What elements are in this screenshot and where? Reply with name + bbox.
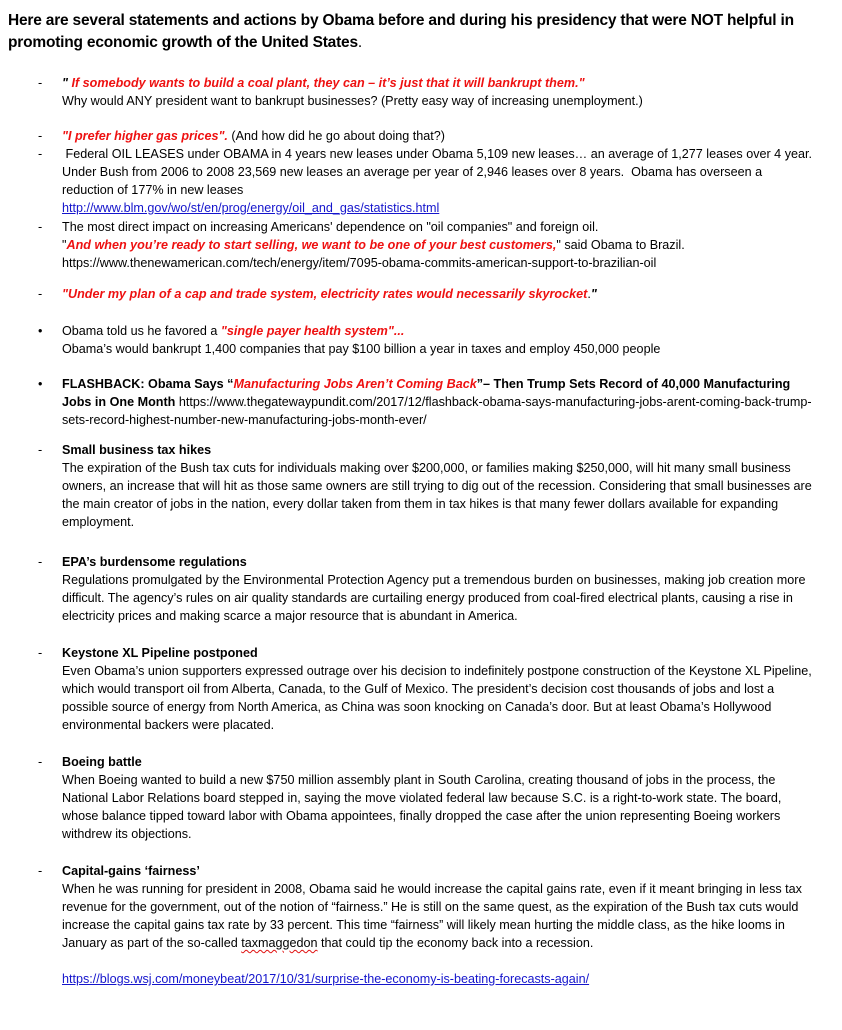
bullet-marker: • [38,377,43,391]
text-run: The most direct impact on increasing Americans' dependence on "oil companies" and foreign oil. [62,220,599,234]
paragraph [62,218,812,236]
hyperlink[interactable]: http://www.blm.gov/wo/st/en/prog/energy/oil_and_gas/statistics.html [62,201,440,215]
bullet-marker: - [38,646,43,660]
bullet-item [38,285,812,303]
bullet-content [62,74,812,110]
bullet-marker [38,970,62,988]
paragraph [62,340,812,358]
bullet-content [62,322,812,358]
text-run: " [62,238,67,252]
paragraph [62,644,812,662]
bullet-item [38,753,812,843]
paragraph [62,771,812,843]
paragraph [62,441,812,459]
text-run: . [587,287,591,301]
bullet-content [62,218,812,272]
paragraph [62,862,812,880]
bullet-content [62,970,812,988]
text-run: When Boeing wanted to build a new $750 million assembly plant in South Carolina, creating thousand of jobs in the process, the National Labor Relations board stepped in, saying the move violated federal law because S.C. is a right-to-work state. The board, whose balance tipped toward labor with Obama appointees, finally dropped the case after the union representing Boeing workers withdrew its objections. [62,773,785,841]
paragraph [62,571,812,625]
paragraph [62,92,812,110]
paragraph [62,285,812,303]
paragraph [62,459,816,531]
bullet-marker: - [38,864,43,878]
bullet-marker: - [38,76,43,90]
bullet-content [62,145,819,217]
paragraph [62,553,812,571]
text-run: Even Obama’s union supporters expressed outrage over his decision to indefinitely postpone construction of the Keystone XL Pipeline, which would transport oil from Alberta, Canada, to the Gulf of Mexico. The president’s decision cost thousands of jobs and lost a possible source of energy from North America, as China was soon knocking on Canada’s door. But at least Obama’s Hollywood environmental backers were placated. [62,664,816,732]
bullet-content [62,753,812,843]
paragraph [62,127,812,145]
bullet-item [38,218,812,272]
document-body [8,74,819,988]
text-run: Federal OIL LEASES under OBAMA in 4 years new leases under Obama 5,109 new leases… an average of 1,277 leases over 4 year. Under Bush from 2006 to 2008 23,569 new leases an average per year of 2,946 leases over 8 years. Obama has overseen a reduction of 177% in new leases [62,147,819,197]
text-run: " said Obama to Brazil. [556,238,685,252]
paragraph [62,880,812,952]
text-run: The expiration of the Bush tax cuts for individuals making over $200,000, or families making $250,000, will hit many small business owners, an increase that will hit as those same owners are still trying to dig out of the recession. Considering that small businesses are the main creator of jobs in the nation, every dollar taken from them in tax hikes is that many fewer dollars available for expanding employment. [62,461,816,529]
paragraph [62,254,812,272]
text-run: FLASHBACK: Obama Says “ [62,377,234,391]
text-run: Keystone XL Pipeline postponed [62,646,258,660]
text-run: Boeing battle [62,755,142,769]
text-run: ”– Then Trump Sets Record of 40,000 Manufacturing Jobs in One Month [62,377,794,409]
bullet-item [38,74,812,110]
text-run: Why would ANY president want to bankrupt businesses? (Pretty easy way of increasing unemployment.) [62,94,643,108]
misspelled-word: taxmaggedon [241,936,318,950]
paragraph [62,74,812,92]
bullet-content [62,644,816,734]
bullet-marker: • [38,324,43,338]
bullet-item [38,644,816,734]
text-run: When he was running for president in 2008, Obama said he would increase the capital gains rate, even if it meant bringing in less tax revenue for the government, out of the notion of “fairness.” He is still on the same quest, as the expiration of the Bush tax cuts would increase the capital gains tax rate by 33 percent. This time “fairness” will likely mean hurting the middle class, as the hike looms in January as part of the so-called [62,882,806,950]
paragraph [62,199,812,217]
paragraph [62,145,819,199]
bullet-marker: - [38,555,43,569]
quote-text: "Under my plan of a cap and trade system, electricity rates would necessarily skyrocket [62,287,588,301]
paragraph [62,970,812,988]
bullet-item [38,375,812,429]
paragraph [62,753,812,771]
bullet-content [62,127,812,145]
bullet-item [38,441,816,531]
text-run: EPA’s burdensome regulations [62,555,247,569]
bullet-item [38,145,819,217]
text-run: Obama told us he favored a [62,324,221,338]
footer-link-row [38,970,812,988]
text-run: Small business tax hikes [62,443,212,457]
text-run: that could tip the economy back into a recession. [317,936,594,950]
bullet-marker: - [38,220,43,234]
text-run: Regulations promulgated by the Environmental Protection Agency put a tremendous burden on businesses, making job creation more difficult. The agency’s rules on air quality standards are curtailing energy produced from coal-fired electrical plants, causing a rise in electricity prices and making scarce a major resource that is abundant in America. [62,573,809,623]
paragraph [62,662,816,734]
bullet-content [62,862,812,952]
bullet-marker: - [38,129,43,143]
bullet-marker: - [38,147,43,161]
text-run: Obama’s would bankrupt 1,400 companies that pay $100 billion a year in taxes and employ 450,000 people [62,342,661,356]
text-run: https://www.thenewamerican.com/tech/energy/item/7095-obama-commits-american-support-to-brazilian-oil [62,256,657,270]
bullet-content [62,285,812,303]
text-run: Here are several statements and actions by Obama before and during his presidency that were NOT helpful in promoting economic growth of the United States [8,12,798,51]
paragraph [62,236,812,254]
bullet-content [62,375,812,429]
text-run: https://www.thegatewaypundit.com/2017/12/flashback-obama-says-manufacturing-jobs-arent-coming-back-trump-sets-record-highest-number-new-manufacturing-jobs-month-ever/ [62,395,812,427]
bullet-marker: - [38,755,43,769]
bullet-item [38,127,812,145]
text-run: " [62,76,72,90]
quote-text: If somebody wants to build a coal plant, they can – it’s just that it will bankrupt them." [71,76,585,90]
bullet-content [62,441,816,531]
bullet-item [38,862,812,952]
quote-text: Manufacturing Jobs Aren’t Coming Back [233,377,477,391]
bullet-marker: - [38,287,43,301]
hyperlink[interactable]: https://blogs.wsj.com/moneybeat/2017/10/31/surprise-the-economy-is-beating-forecasts-again/ [62,972,590,986]
bullet-item [38,322,812,358]
quote-text: And when you’re ready to start selling, we want to be one of your best customers, [66,238,557,252]
document-title [8,10,812,54]
text-run: . [357,34,362,51]
text-run: (And how did he go about doing that?) [227,129,445,143]
paragraph [62,375,812,429]
bullet-marker: - [38,443,43,457]
text-run: " [590,287,597,301]
bullet-item [38,553,812,625]
quote-text: "I prefer higher gas prices". [62,129,228,143]
paragraph [62,322,812,340]
text-run: Capital-gains ‘fairness’ [62,864,200,878]
quote-text: "single payer health system"... [220,324,405,338]
bullet-content [62,553,812,625]
